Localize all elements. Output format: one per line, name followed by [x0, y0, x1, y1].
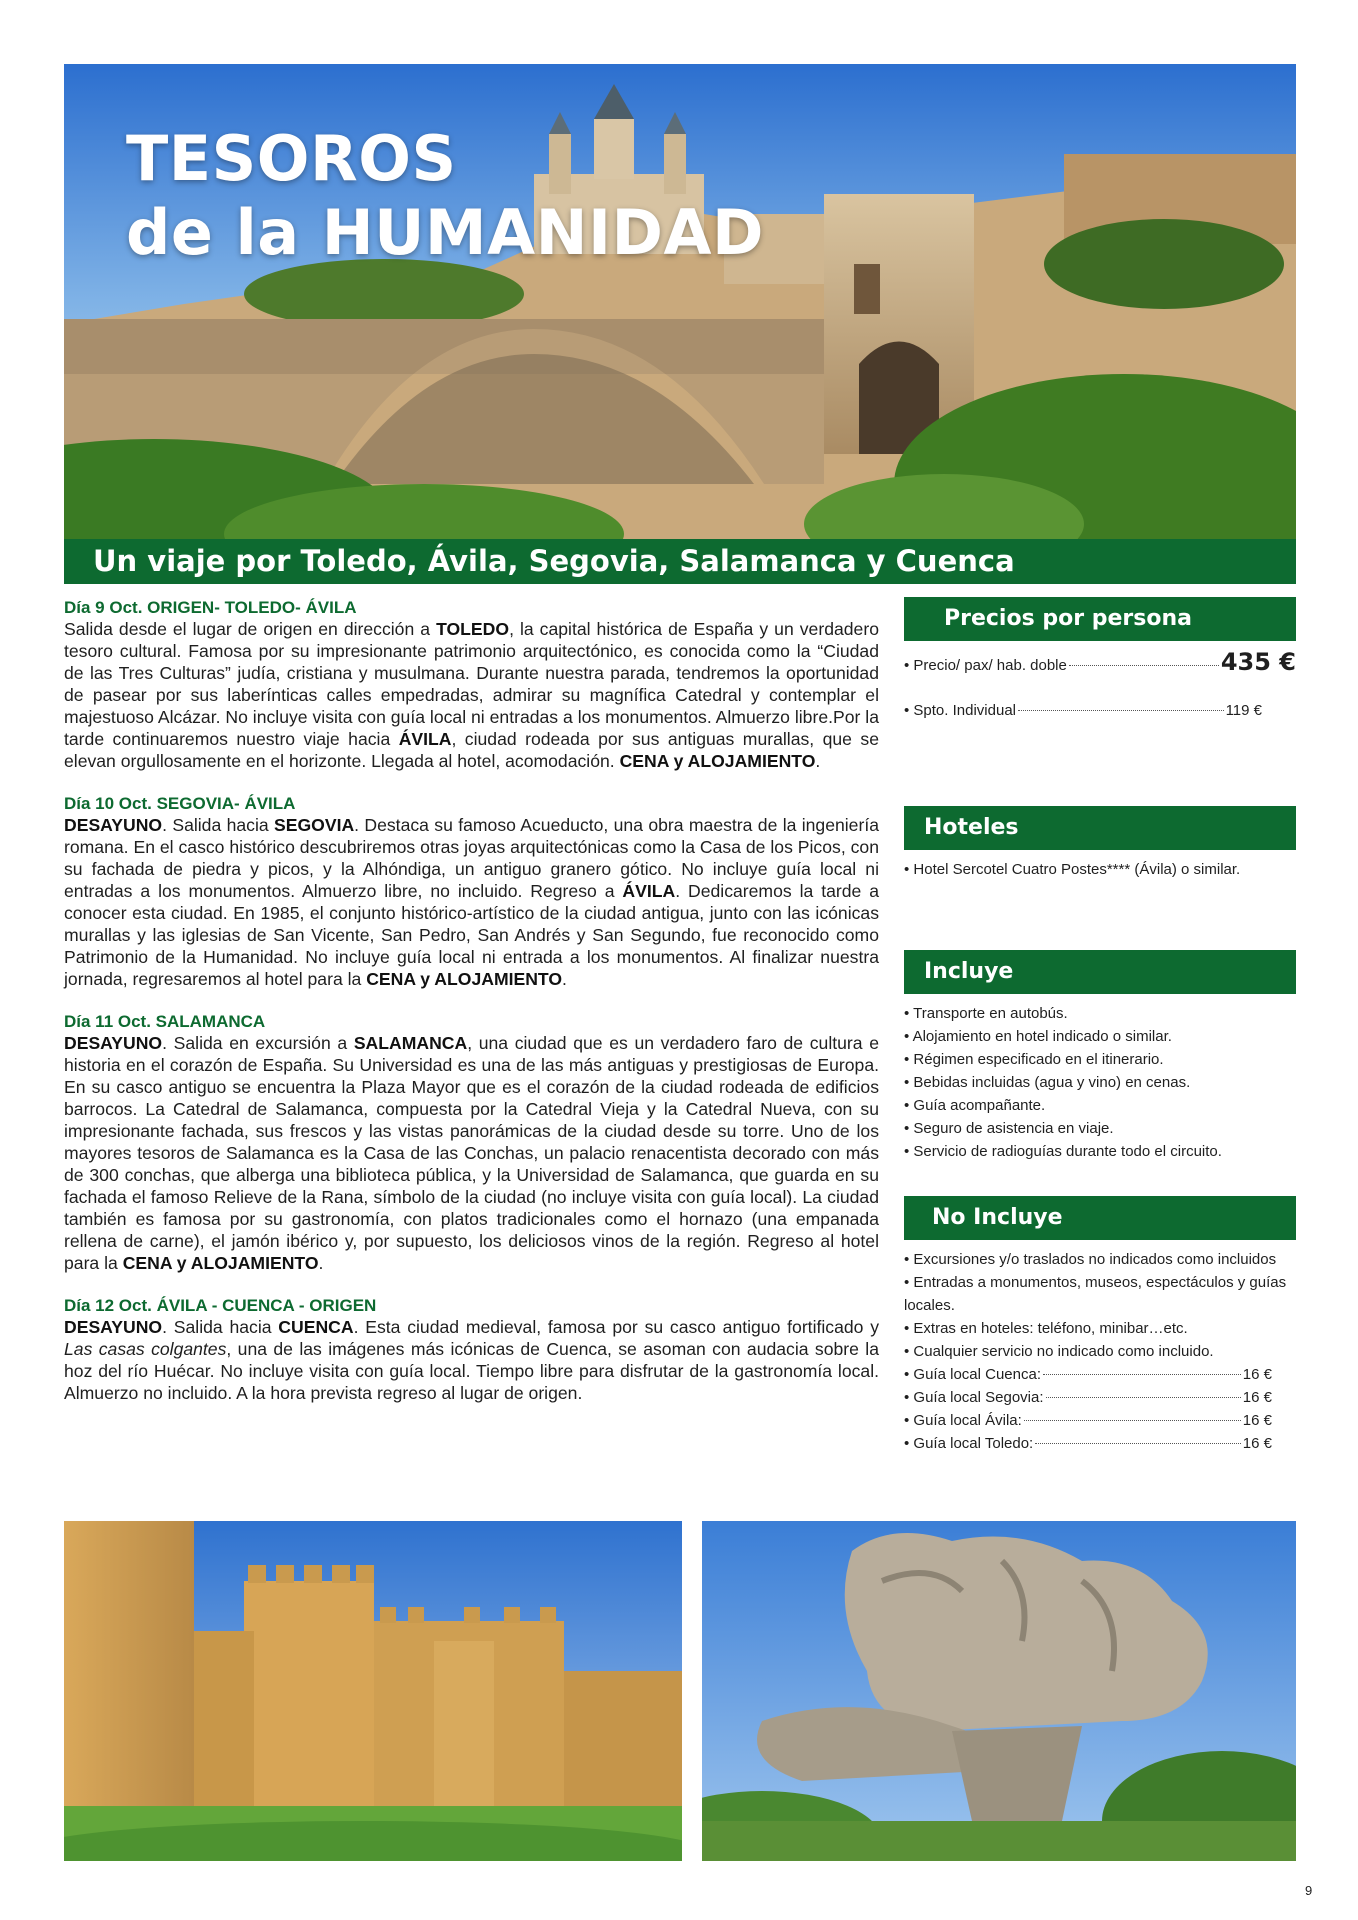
- price-double-value: 435 €: [1220, 648, 1296, 676]
- guide-cost-row: • Guía local Segovia: 16 €: [904, 1389, 1272, 1406]
- guide-cost-row: • Guía local Ávila: 16 €: [904, 1412, 1272, 1429]
- include-item: • Servicio de radioguías durante todo el circuito.: [904, 1143, 1222, 1160]
- day-title: Día 11 Oct. SALAMANCA: [64, 1012, 266, 1031]
- day-description: DESAYUNO. Salida hacia CUENCA. Esta ciudad medieval, famosa por su casco antiguo fortificado y Las casas colgantes, una de las imágenes más icónicas de Cuenca, se asoman con audacia sobre la hoz del río Huécar. No incluye visita con guía local. Tiempo libre para disfrutar de la gastronomía local. Almuerzo no incluido. A la hora prevista regreso al lugar de origen.: [64, 1317, 879, 1403]
- photo-cuenca-rocks: [702, 1521, 1296, 1861]
- day-10: [64, 793, 879, 990]
- hero-title-line2: de la HUMANIDAD: [126, 196, 764, 269]
- include-item: • Bebidas incluidas (agua y vino) en cenas.: [904, 1074, 1191, 1091]
- not-included-item: • Excursiones y/o traslados no indicados como incluidos: [904, 1251, 1277, 1268]
- day-title: Día 9 Oct. ORIGEN- TOLEDO- ÁVILA: [64, 598, 357, 617]
- itinerary: [64, 597, 879, 1425]
- price-single-row: • Spto. Individual 119 €: [904, 699, 1262, 722]
- prices-list: [904, 648, 1296, 722]
- hotels-header: Hoteles: [904, 806, 1296, 850]
- guide-cost-row: • Guía local Cuenca: 16 €: [904, 1366, 1272, 1383]
- includes-list: [904, 1002, 1296, 1163]
- include-item: • Alojamiento en hotel indicado o similar.: [904, 1028, 1172, 1045]
- includes-header: Incluye: [904, 950, 1296, 994]
- day-title: Día 10 Oct. SEGOVIA- ÁVILA: [64, 794, 296, 813]
- day-title: Día 12 Oct. ÁVILA - CUENCA - ORIGEN: [64, 1296, 377, 1315]
- not-included-header: No Incluye: [904, 1196, 1296, 1240]
- day-description: DESAYUNO. Salida hacia SEGOVIA. Destaca su famoso Acueducto, una obra maestra de la ingeniería romana. En el casco histórico descubriremos otras joyas arquitectónicas como la Casa de los Picos, con su fachada de piedra y picos, y la Alhóndiga, un antiguo granero gótico. No incluye guía local ni entradas a los monumentos. Almuerzo libre, no incluido. Regreso a ÁVILA. Dedicaremos la tarde a conocer esta ciudad. En 1985, el conjunto histórico-artístico de la ciudad antigua, junto con las icónicas murallas y las iglesias de San Vicente, San Pedro, San Andrés y San Segundo, fue reconocido como Patrimonio de la Humanidad. No incluye guía local ni entrada a los monumentos. Al finalizar nuestra jornada, regresaremos al hotel para la CENA y ALOJAMIENTO.: [64, 815, 879, 989]
- hotels-list: [904, 858, 1296, 881]
- trip-subtitle: Un viaje por Toledo, Ávila, Segovia, Salamanca y Cuenca: [64, 539, 1296, 584]
- guide-cost-row: • Guía local Toledo: 16 €: [904, 1435, 1272, 1452]
- hero-title: [126, 122, 764, 270]
- day-12: [64, 1295, 879, 1404]
- day-description: Salida desde el lugar de origen en dirección a TOLEDO, la capital histórica de España y un verdadero tesoro cultural. Famosa por su impresionante patrimonio arquitectónico, es conocida como la “Ciudad de las Tres Culturas” judía, cristiana y musulmana. Durante nuestra parada, tendremos la oportunidad de pasear por sus laberínticas calles empedradas, admirar su magnífica Catedral y contemplar el majestuoso Alcázar. No incluye visita con guía local ni entradas a los monumentos. Almuerzo libre.Por la tarde continuaremos nuestro viaje hacia ÁVILA, ciudad rodeada por sus antiguas murallas, que se elevan orgullosamente en el horizonte. Llegada al hotel, acomodación. CENA y ALOJAMIENTO.: [64, 619, 879, 771]
- price-single-value: 119 €: [1225, 702, 1262, 719]
- price-double-row: • Precio/ pax/ hab. doble 435 €: [904, 648, 1296, 676]
- hero-title-line1: TESOROS: [126, 122, 457, 195]
- not-included-item: • Cualquier servicio no indicado como incluido.: [904, 1343, 1214, 1360]
- not-included-list: [904, 1248, 1296, 1455]
- not-included-item: • Extras en hoteles: teléfono, minibar…etc.: [904, 1320, 1188, 1337]
- include-item: • Régimen especificado en el itinerario.: [904, 1051, 1164, 1068]
- include-item: • Guía acompañante.: [904, 1097, 1046, 1114]
- photo-avila-walls: [64, 1521, 682, 1861]
- hero-image-toledo: [64, 64, 1296, 539]
- include-item: • Seguro de asistencia en viaje.: [904, 1120, 1114, 1137]
- not-included-item: • Entradas a monumentos, museos, espectáculos y guías locales.: [904, 1274, 1287, 1314]
- day-9: [64, 597, 879, 772]
- include-item: • Transporte en autobús.: [904, 1005, 1068, 1022]
- page-number: 9: [1305, 1883, 1313, 1898]
- day-11: [64, 1011, 879, 1274]
- hotel-item: • Hotel Sercotel Cuatro Postes**** (Ávila) o similar.: [904, 861, 1241, 878]
- day-description: DESAYUNO. Salida en excursión a SALAMANCA, una ciudad que es un verdadero faro de cultura e historia en el corazón de España. Su Universidad es una de las más antiguas y prestigiosas de Europa. En su casco antiguo se encuentra la Plaza Mayor que es el corazón de la ciudad rodeada de edificios barrocos. La Catedral de Salamanca, compuesta por la Catedral Vieja y la Catedral Nueva, con su impresionante fachada, sus frescos y las vistas panorámicas de la ciudad desde su torre. Uno de los mayores tesoros de Salamanca es la Casa de las Conchas, un palacio renacentista decorado con más de 300 conchas, que alberga una biblioteca pública, y la Universidad de Salamanca, que guarda en su fachada el famoso Relieve de la Rana, símbolo de la ciudad (no incluye visita con guía local). La ciudad también es famosa por su gastronomía, con platos tradicionales como el hornazo (una empanada rellena de carne), el jamón ibérico y, por supuesto, los deliciosos vinos de la región. Regreso al hotel para la CENA y ALOJAMIENTO.: [64, 1033, 879, 1273]
- prices-header: Precios por persona: [904, 597, 1296, 641]
